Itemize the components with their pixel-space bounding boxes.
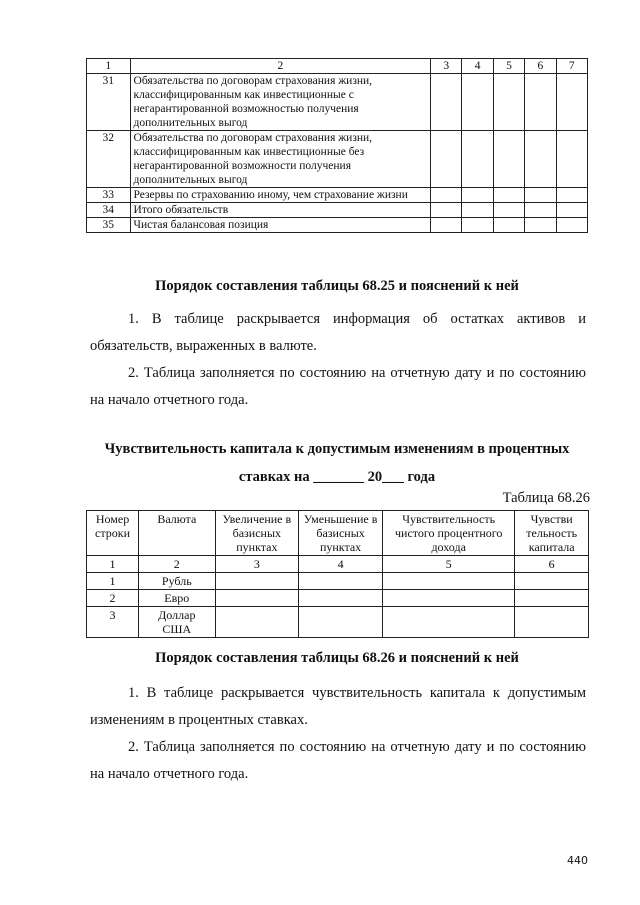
table-row — [87, 218, 588, 233]
row-number: 33 — [87, 188, 131, 203]
table-header-row — [87, 511, 589, 556]
row-number: 31 — [87, 74, 131, 131]
column-number: 5 — [493, 59, 524, 74]
column-header: Чувстви тельность капитала — [515, 511, 589, 556]
column-number: 3 — [215, 556, 299, 573]
table-caption: Таблица 68.26 — [502, 490, 590, 506]
column-number: 1 — [87, 59, 131, 74]
column-number: 4 — [299, 556, 383, 573]
row-label: Чистая балансовая позиция — [130, 218, 431, 233]
table-row — [87, 590, 589, 607]
paragraph: 1. В таблице раскрывается чувствительность капитала к допустимым изменениям в процентных ставках. — [90, 685, 586, 728]
liabilities-table — [86, 58, 588, 233]
page-number: 440 — [567, 854, 588, 867]
column-number: 2 — [139, 556, 216, 573]
row-number: 35 — [87, 218, 131, 233]
row-number: 32 — [87, 131, 131, 188]
row-label: Обязательства по договорам страхования жизни, классифицированным как инвестиционные с негарантированной возможностью получения дополнительных выгод — [130, 74, 431, 131]
section-heading: Порядок составления таблицы 68.26 и пояснений к ней — [155, 650, 519, 666]
column-number: 6 — [525, 59, 556, 74]
column-number: 3 — [431, 59, 462, 74]
row-number: 3 — [87, 607, 139, 638]
column-numbers-row — [87, 556, 589, 573]
table-row — [87, 573, 589, 590]
column-header: Валюта — [139, 511, 216, 556]
paragraph: 1. В таблице раскрывается информация об остатках активов и обязательств, выраженных в валюте. — [90, 311, 586, 354]
sensitivity-table — [86, 510, 589, 638]
column-number: 7 — [556, 59, 587, 74]
table-title-date: ставках на _______ 20___ года — [238, 469, 436, 485]
column-header: Чувствительность чистого процентного дохода — [383, 511, 515, 556]
table-row — [87, 607, 589, 638]
table-row — [87, 188, 588, 203]
currency-cell: Евро — [139, 590, 216, 607]
row-number: 1 — [87, 573, 139, 590]
column-header: Номер строки — [87, 511, 139, 556]
row-label: Итого обязательств — [130, 203, 431, 218]
paragraph: 2. Таблица заполняется по состоянию на отчетную дату и по состоянию на начало отчетного года. — [90, 739, 586, 782]
row-number: 2 — [87, 590, 139, 607]
column-number: 6 — [515, 556, 589, 573]
row-number: 34 — [87, 203, 131, 218]
table-row — [87, 131, 588, 188]
table-header-row — [87, 59, 588, 74]
column-number: 1 — [87, 556, 139, 573]
section-heading: Порядок составления таблицы 68.25 и пояснений к ней — [155, 278, 519, 294]
table-row — [87, 203, 588, 218]
table-row — [87, 74, 588, 131]
column-number: 2 — [130, 59, 431, 74]
table-title: Чувствительность капитала к допустимым изменениям в процентных — [104, 441, 570, 457]
currency-cell: Рубль — [139, 573, 216, 590]
column-header: Уменьшение в базисных пунктах — [299, 511, 383, 556]
column-number: 5 — [383, 556, 515, 573]
currency-cell: Доллар США — [139, 607, 216, 638]
row-label: Обязательства по договорам страхования жизни, классифицированным как инвестиционные без негарантированной возможности получения дополнительных выгод — [130, 131, 431, 188]
column-number: 4 — [462, 59, 493, 74]
paragraph: 2. Таблица заполняется по состоянию на отчетную дату и по состоянию на начало отчетного года. — [90, 365, 586, 408]
row-label: Резервы по страхованию иному, чем страхование жизни — [130, 188, 431, 203]
column-header: Увеличение в базисных пунктах — [215, 511, 299, 556]
